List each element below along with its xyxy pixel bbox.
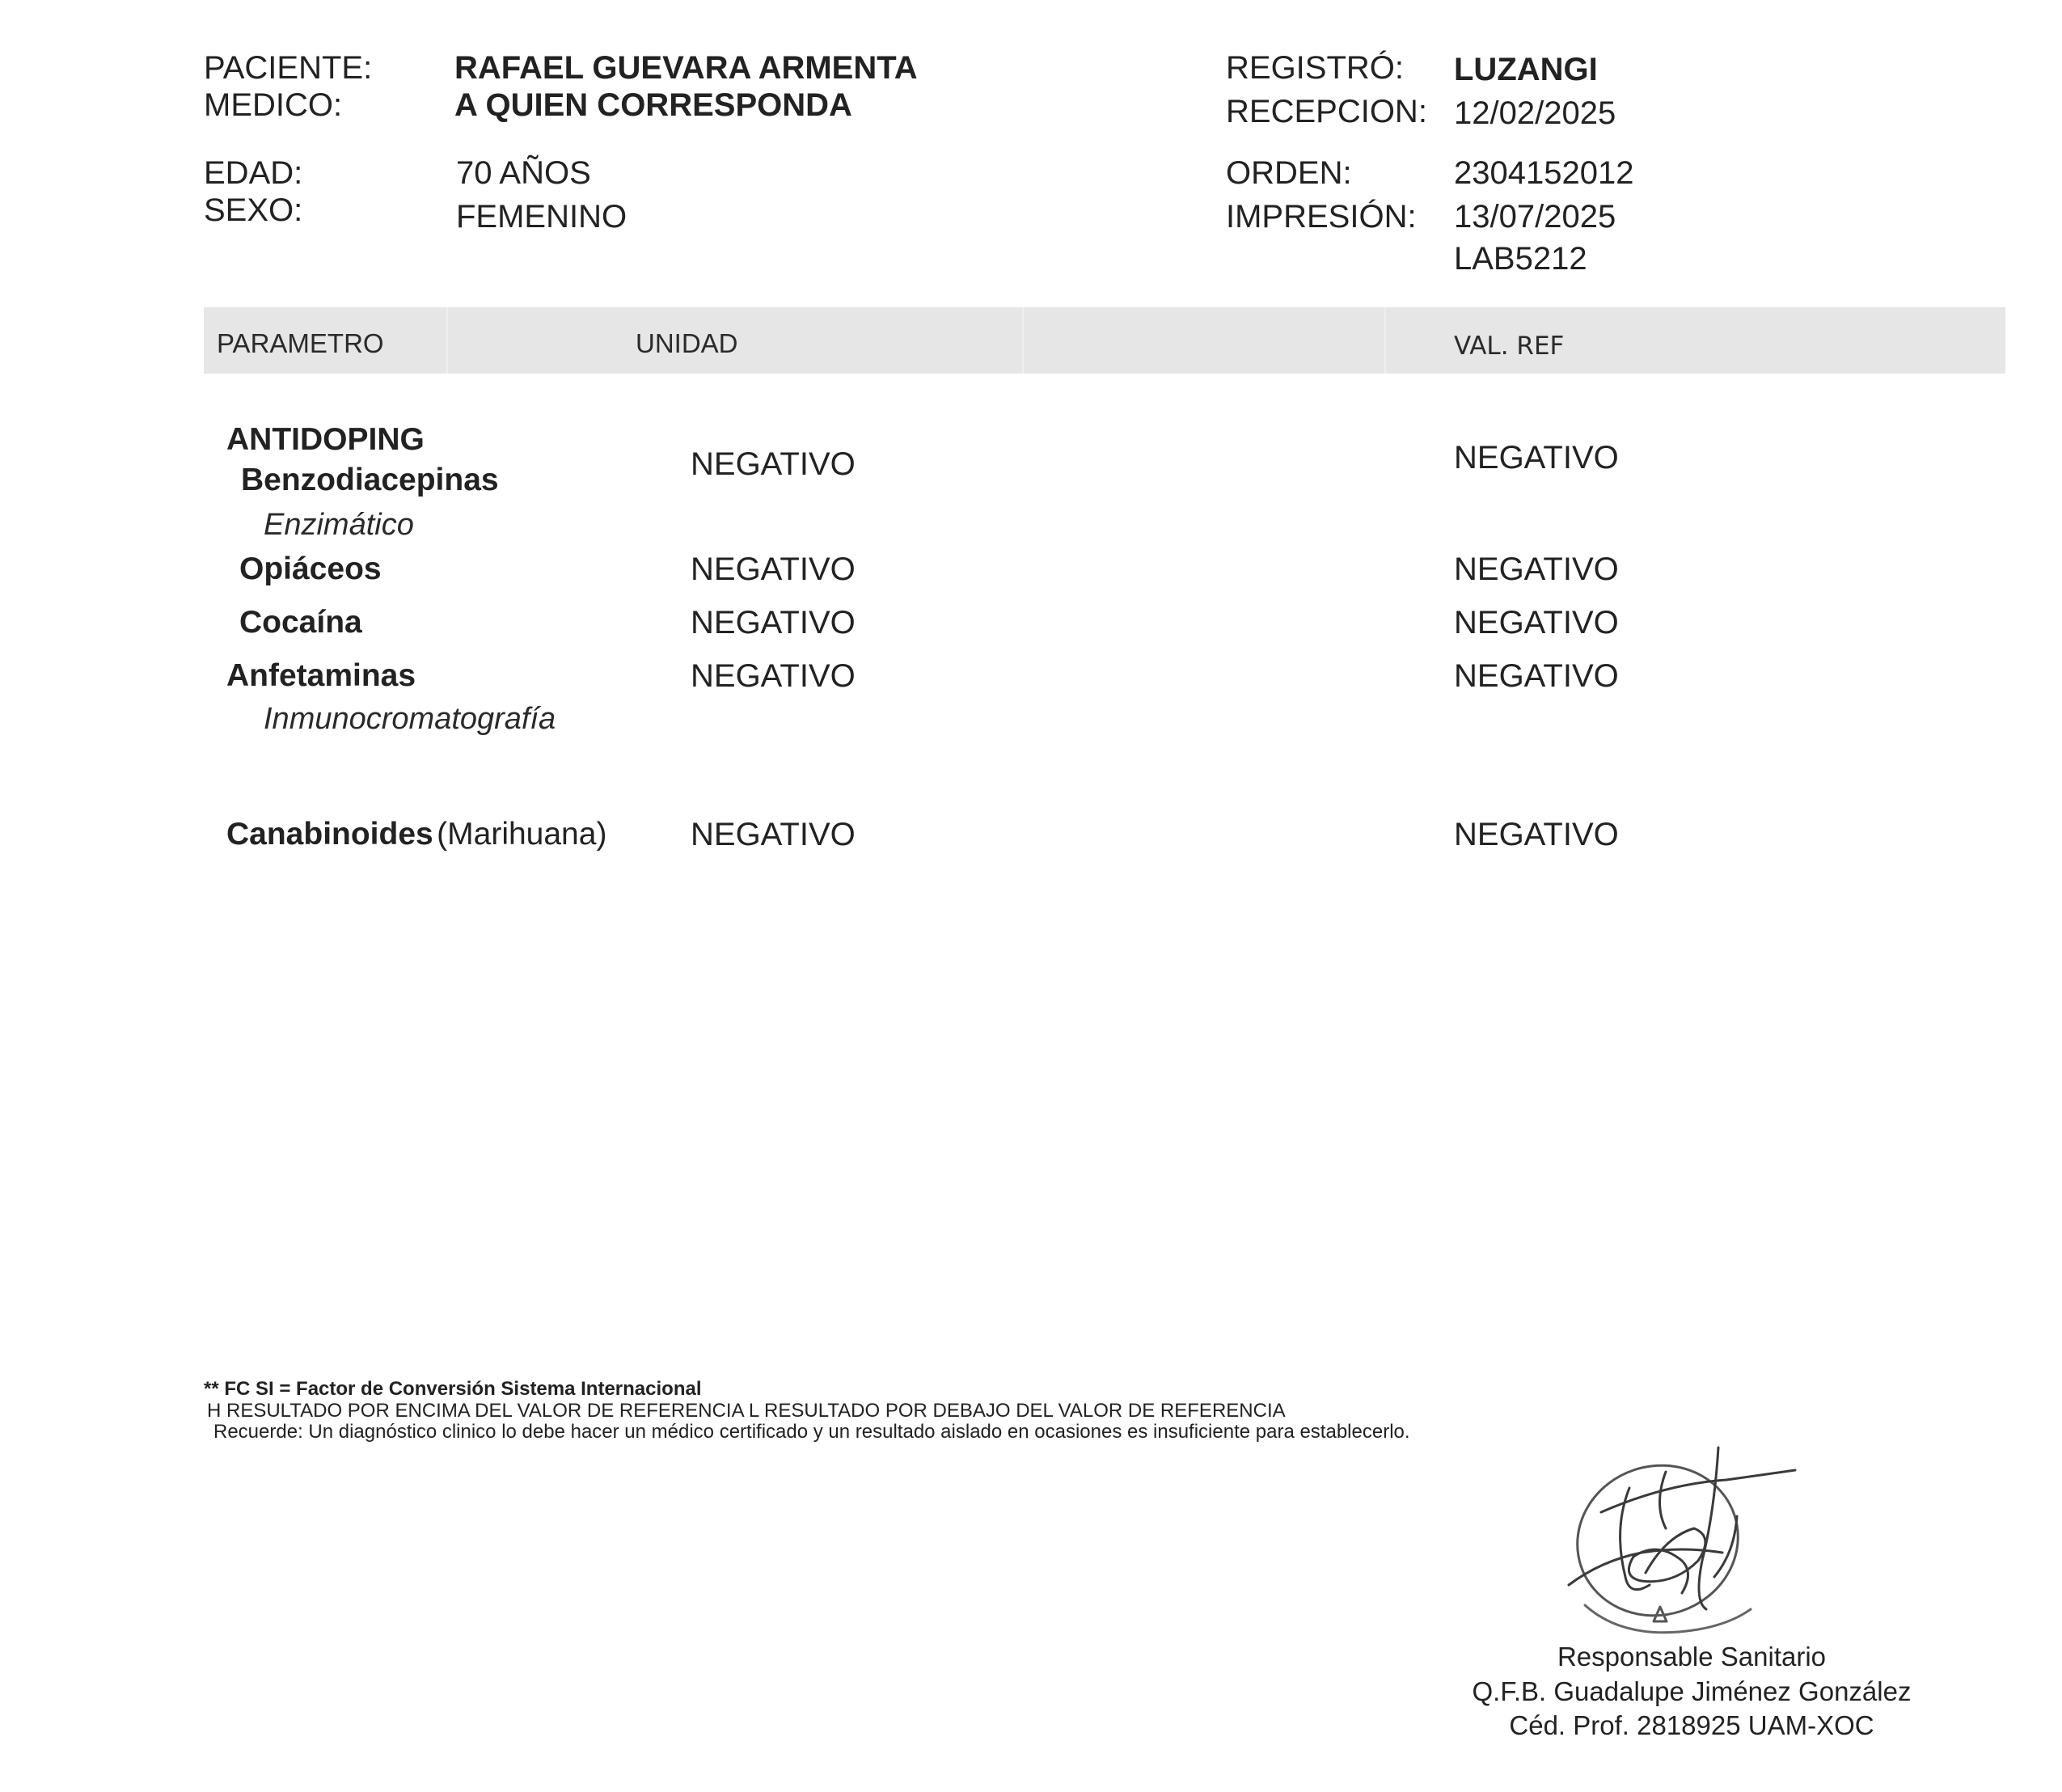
column-header-parameter: PARAMETRO — [217, 328, 384, 358]
print-label: IMPRESIÓN: — [1226, 199, 1417, 235]
column-header-unit: UNIDAD — [636, 328, 738, 358]
order-number: 2304152012 — [1454, 155, 1634, 191]
ref-anfetaminas: NEGATIVO — [1454, 658, 1619, 694]
lab-code: LAB5212 — [1454, 241, 1587, 277]
result-opiaceos: NEGATIVO — [691, 552, 856, 587]
result-benzodiacepinas: NEGATIVO — [691, 446, 856, 482]
table-header — [204, 307, 2005, 374]
param-canabinoides-note: (Marihuana) — [437, 817, 607, 852]
footnote-disclaimer: Recuerde: Un diagnóstico clinico lo debe hacer un médico certificado y un resultado aislado en ocasiones es insuficiente para establecerlo. — [213, 1421, 1410, 1443]
age-value: 70 AÑOS — [456, 155, 591, 191]
ref-canabinoides: NEGATIVO — [1454, 817, 1619, 852]
param-cocaina: Cocaína — [239, 605, 362, 640]
sex-label: SEXO: — [204, 192, 303, 228]
signature-image — [1553, 1439, 1803, 1650]
param-anfetaminas: Anfetaminas — [226, 658, 416, 693]
age-label: EDAD: — [204, 155, 303, 191]
param-canabinoides-row — [226, 817, 606, 852]
header-divider — [446, 307, 448, 374]
patient-label: PACIENTE: — [204, 50, 373, 86]
registered-value: LUZANGI — [1454, 52, 1598, 87]
doctor-label: MEDICO: — [204, 87, 343, 123]
header-divider — [1384, 307, 1386, 374]
param-benzodiacepinas: Benzodiacepinas — [241, 463, 499, 497]
registered-label: REGISTRÓ: — [1226, 50, 1405, 86]
ref-benzodiacepinas: NEGATIVO — [1454, 440, 1619, 475]
signature-license: Céd. Prof. 2818925 UAM-XOC — [1509, 1710, 1874, 1740]
method-enzimatico: Enzimático — [264, 508, 414, 542]
result-anfetaminas: NEGATIVO — [691, 658, 856, 694]
signature-name: Q.F.B. Guadalupe Jiménez González — [1472, 1676, 1912, 1706]
signature-role: Responsable Sanitario — [1557, 1642, 1827, 1672]
column-header-reference: VAL. REF — [1454, 332, 1565, 361]
doctor-name: A QUIEN CORRESPONDA — [454, 87, 852, 123]
method-inmunocromatografia: Inmunocromatografía — [264, 702, 556, 736]
result-cocaina: NEGATIVO — [691, 605, 856, 640]
ref-opiaceos: NEGATIVO — [1454, 552, 1619, 587]
result-canabinoides: NEGATIVO — [691, 817, 856, 852]
param-canabinoides: Canabinoides — [226, 817, 433, 852]
header-divider — [1022, 307, 1024, 374]
section-title: ANTIDOPING — [226, 422, 425, 457]
print-date: 13/07/2025 — [1454, 199, 1616, 235]
footnote-h-l-legend: H RESULTADO POR ENCIMA DEL VALOR DE REFERENCIA L RESULTADO POR DEBAJO DEL VALOR DE REFERENCIA — [207, 1400, 1286, 1422]
patient-name: RAFAEL GUEVARA ARMENTA — [454, 50, 918, 86]
reception-date: 12/02/2025 — [1454, 95, 1616, 131]
sex-value: FEMENINO — [456, 199, 627, 235]
footnote-fc-si: ** FC SI = Factor de Conversión Sistema Internacional — [204, 1378, 702, 1400]
reception-label: RECEPCION: — [1226, 94, 1427, 129]
order-label: ORDEN: — [1226, 155, 1352, 191]
param-opiaceos: Opiáceos — [239, 552, 382, 586]
ref-cocaina: NEGATIVO — [1454, 605, 1619, 640]
